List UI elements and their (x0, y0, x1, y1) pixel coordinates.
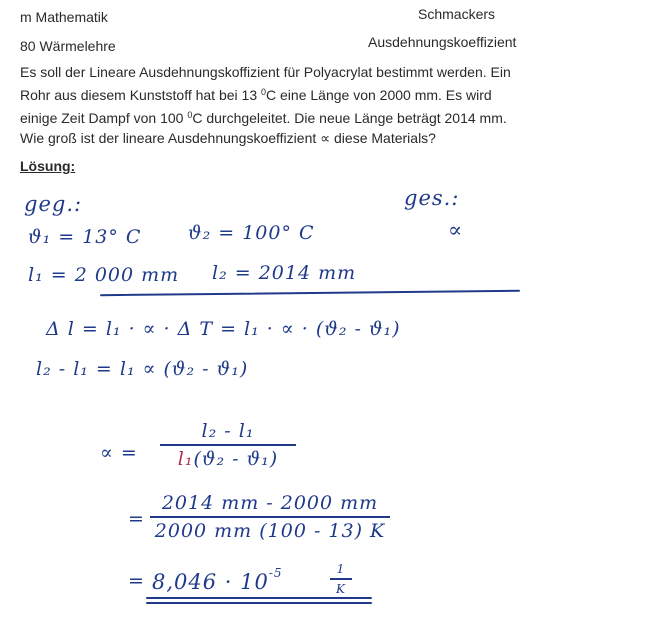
result-unit (330, 562, 352, 596)
task-line-2-a: Rohr aus diesem Kunststoff hat bei 13 (20, 87, 261, 103)
equation-1: Δ l = l₁ · ∝ · Δ T = l₁ · ∝ · (ϑ₂ - ϑ₁) (46, 318, 401, 340)
given-l1: l₁ = 2 000 mm (28, 264, 180, 286)
fraction-formula-numerator: l₂ - l₁ (201, 420, 255, 442)
task-line-2 (20, 82, 650, 105)
task-text (20, 62, 650, 148)
task-line-3 (20, 105, 650, 128)
solution-heading: Lösung: (20, 158, 76, 174)
subject-label: m Mathematik (20, 9, 108, 25)
task-line-4: Wie groß ist der lineare Ausdehnungskoeffizient ∝ diese Materials? (20, 130, 436, 146)
sought-label: ges.: (404, 186, 460, 210)
task-line-3-a: einige Zeit Dampf von 100 (20, 110, 188, 126)
result-underline-1 (146, 597, 372, 599)
worksheet-title: Ausdehnungskoeffizient (368, 34, 517, 50)
degree-mark: 0 (261, 87, 267, 97)
fraction-numbers (150, 492, 390, 542)
fraction-numbers-denominator: 2000 mm (100 - 13) K (154, 520, 386, 542)
result-mantissa: 8,046 · 10 (152, 570, 269, 594)
result-exponent: -5 (268, 566, 283, 580)
denominator-l1: l₁ (177, 448, 194, 470)
given-theta1: ϑ₁ = 13° C (28, 226, 142, 248)
given-l2: l₂ = 2014 mm (212, 262, 357, 284)
fraction-numbers-numerator: 2014 mm - 2000 mm (161, 492, 379, 514)
fraction-formula-denominator (160, 448, 296, 470)
given-theta2: ϑ₂ = 100° C (188, 222, 315, 244)
task-line-2-b: C eine Länge von 2000 mm. Es wird (266, 87, 492, 103)
result-unit-denominator: K (336, 582, 346, 596)
equals-sign-2: = (128, 570, 145, 592)
fraction-bar (160, 444, 296, 446)
task-line-3-b: C durchgeleitet. Die neue Länge beträgt 2014 mm. (192, 110, 507, 126)
author-name: Schmackers (418, 6, 496, 22)
topic-label: 80 Wärmelehre (20, 38, 116, 54)
given-label: geg.: (24, 192, 83, 216)
result-unit-numerator: 1 (336, 562, 346, 576)
sought-symbol: ∝ (448, 218, 464, 242)
denominator-rest: (ϑ₂ - ϑ₁) (193, 448, 279, 470)
task-line-1: Es soll der Lineare Ausdehnungskoffizient für Polyacrylat bestimmt werden. Ein (20, 64, 511, 80)
equation-2: l₂ - l₁ = l₁ ∝ (ϑ₂ - ϑ₁) (36, 358, 249, 380)
fraction-formula (160, 420, 296, 470)
alpha-lhs: ∝ = (100, 442, 138, 464)
given-underline (100, 290, 520, 296)
result-underline-2 (146, 602, 372, 604)
result-value (152, 566, 283, 594)
degree-mark: 0 (187, 110, 193, 120)
equals-sign-1: = (128, 508, 145, 530)
unit-bar (330, 578, 352, 580)
fraction-bar (150, 516, 390, 518)
